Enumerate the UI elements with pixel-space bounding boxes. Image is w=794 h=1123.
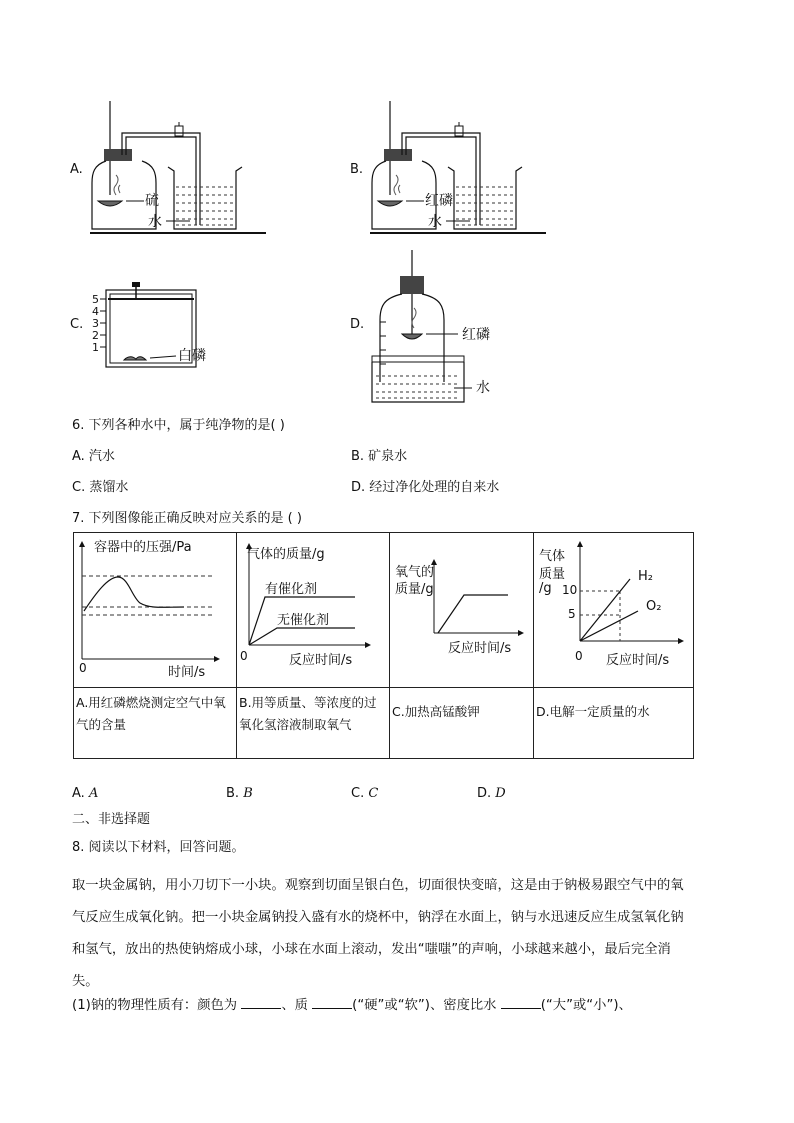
q7-option-c: C. C: [351, 786, 379, 801]
caption-b: B.用等质量、等浓度的过氧化氢溶液制取氧气: [237, 688, 390, 759]
caption-d: D.电解一定质量的水: [534, 688, 694, 759]
graph-d-ylabel-1: 气体: [539, 549, 566, 564]
graph-b-ylabel: 气体的质量/g: [247, 547, 325, 562]
graph-a-xlabel: 时间/s: [168, 665, 206, 680]
blank-color[interactable]: [241, 996, 281, 1009]
apparatus-a-drawing: [70, 95, 270, 240]
graph-d-tick-5: 5: [568, 607, 576, 621]
passage-line-2: 气反应生成氧化钠。把一小块金属钠投入盛有水的烧杯中，钠浮在水面上，钠与水迅速反应生成氢氧化钠: [72, 910, 684, 925]
tick-3: 3: [92, 317, 99, 330]
graph-d-origin: 0: [575, 649, 583, 663]
q6-option-d: D. 经过净化处理的自来水: [351, 480, 500, 495]
q8-sub1: (1)钠的物理性质有：颜色为 、质 (“硬”或“软”)、密度比水 (“大”或“小”)、: [72, 998, 632, 1013]
graph-a-plot: [74, 533, 236, 687]
tick-2: 2: [92, 329, 99, 342]
graph-d-series-h2: H₂: [638, 569, 653, 584]
graph-b-series-no-catalyst: 无催化剂: [277, 613, 330, 628]
graph-c-ylabel-1: 氧气的: [395, 565, 435, 580]
passage-line-4: 失。: [72, 974, 99, 989]
graph-a-origin: 0: [79, 661, 87, 675]
graph-b-origin: 0: [240, 649, 248, 663]
graph-d-tick-10: 10: [562, 583, 578, 597]
q6-option-c: C. 蒸馏水: [72, 480, 129, 495]
q7-stem: 7. 下列图像能正确反映对应关系的是 ( ): [72, 511, 302, 526]
option-letter-d: D.: [350, 317, 365, 332]
apparatus-d: [350, 250, 520, 410]
tick-4: 4: [92, 305, 99, 318]
graph-d-ylabel-2: 质量: [539, 567, 566, 582]
label-red-phosphorus-b: 红磷: [425, 193, 453, 209]
passage-line-3: 和氢气，放出的热使钠熔成小球，小球在水面上滚动，发出“嗤嗤”的声响，小球越来越小，最后完全消: [72, 942, 671, 957]
q7-graph-table: [73, 532, 694, 759]
tick-5: 5: [92, 293, 99, 306]
label-water-b: 水: [428, 214, 442, 230]
graph-cell-a: [74, 533, 237, 688]
apparatus-b: [350, 95, 550, 240]
apparatus-b-drawing: [350, 95, 550, 240]
caption-a: A.用红磷燃烧测定空气中氧气的含量: [74, 688, 237, 759]
graph-b-series-catalyst: 有催化剂: [265, 582, 318, 597]
section-heading: 二、非选择题: [72, 812, 151, 827]
graph-cell-d: [534, 533, 694, 688]
q6-option-a: A. 汽水: [72, 449, 115, 464]
blank-density[interactable]: [501, 996, 541, 1009]
graph-c-ylabel-2: 质量/g: [395, 582, 434, 597]
q7-option-b: B. B: [226, 786, 253, 801]
label-water-a: 水: [148, 214, 162, 230]
tick-1: 1: [92, 341, 99, 354]
apparatus-c: [70, 280, 250, 372]
option-letter-c: C.: [70, 317, 84, 332]
option-letter-a: A.: [70, 162, 83, 177]
graph-d-series-o2: O₂: [646, 599, 662, 614]
graph-c-plot: [390, 533, 533, 687]
graph-d-ylabel-3: /g: [539, 581, 552, 596]
q8-stem: 8. 阅读以下材料，回答问题。: [72, 840, 245, 855]
q7-option-d: D. D: [477, 786, 506, 801]
label-red-phosphorus-d: 红磷: [462, 327, 490, 343]
graph-c-xlabel: 反应时间/s: [448, 641, 512, 656]
label-sulfur: 硫: [145, 193, 159, 209]
graph-cell-c: [390, 533, 534, 688]
graph-cell-b: [237, 533, 390, 688]
graph-a-ylabel: 容器中的压强/Pa: [94, 540, 192, 555]
q8-passage: [72, 870, 732, 998]
blank-hardness[interactable]: [312, 996, 352, 1009]
apparatus-d-drawing: [350, 250, 520, 410]
q6-stem: 6. 下列各种水中，属于纯净物的是( ): [72, 418, 285, 433]
q6-option-b: B. 矿泉水: [351, 449, 408, 464]
passage-line-1: 取一块金属钠，用小刀切下一小块。观察到切面呈银白色，切面很快变暗，这是由于钠极易跟空气中的氧: [72, 878, 684, 893]
q7-option-a: A. A: [72, 786, 99, 801]
option-letter-b: B.: [350, 162, 364, 177]
caption-c: C.加热高锰酸钾: [390, 688, 534, 759]
apparatus-a: [70, 95, 270, 240]
graph-b-xlabel: 反应时间/s: [289, 653, 353, 668]
label-white-phosphorus: 白磷: [178, 348, 206, 364]
graph-d-xlabel: 反应时间/s: [606, 653, 670, 668]
label-water-d: 水: [476, 380, 490, 396]
